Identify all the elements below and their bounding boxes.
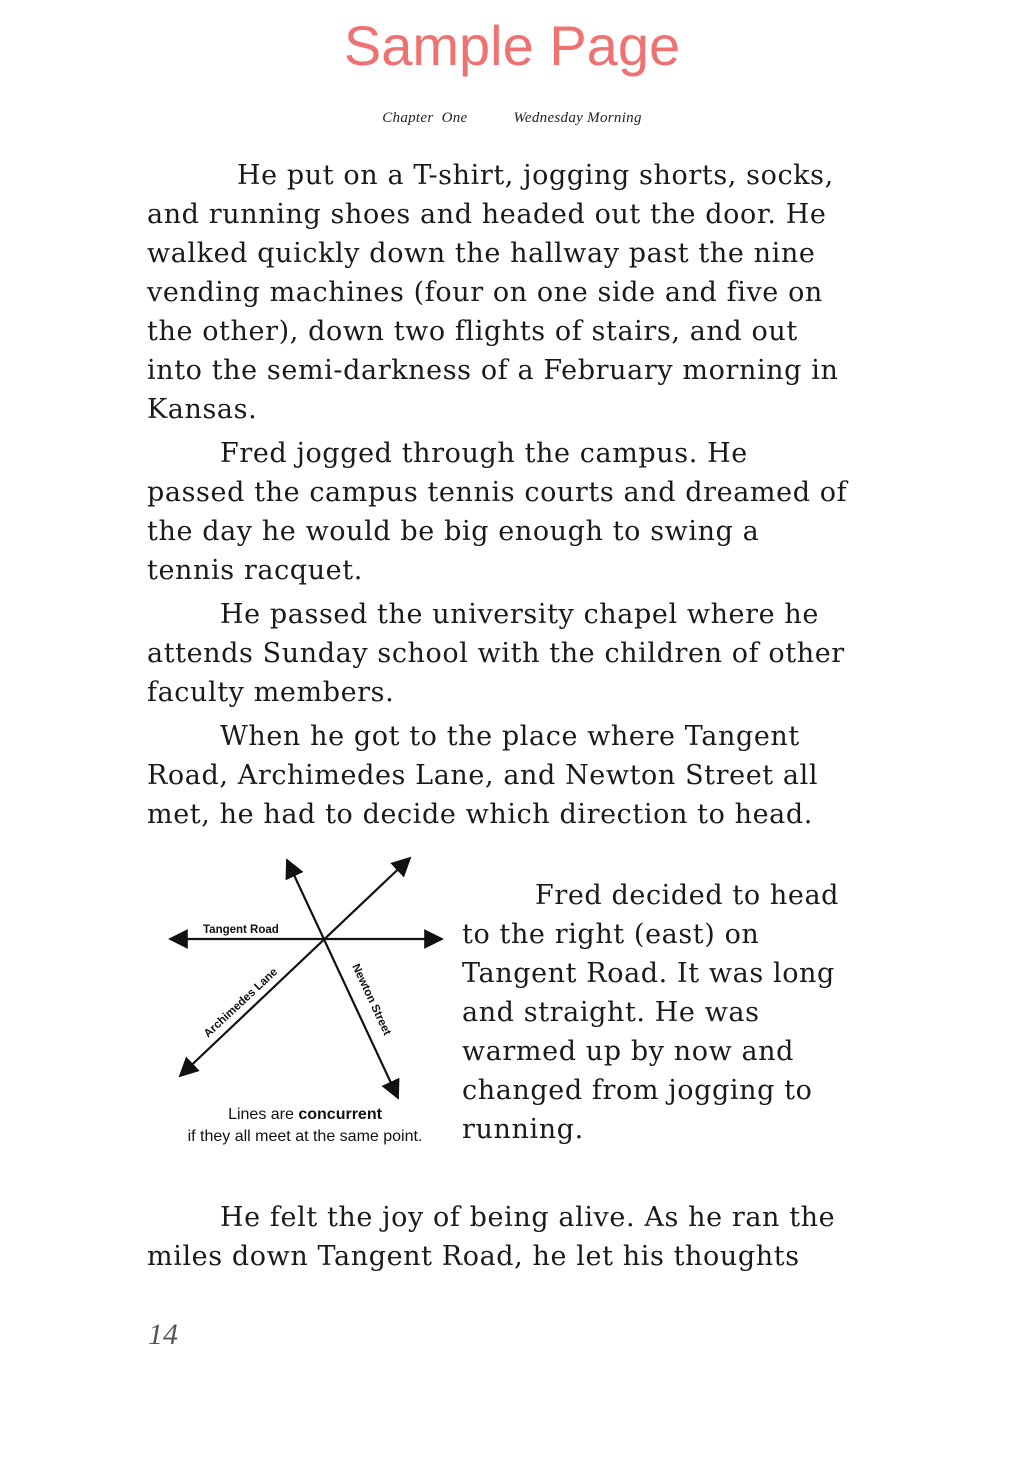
paragraph-line: met, he had to decide which direction to head. bbox=[147, 799, 813, 830]
paragraph-line: vending machines (four on one side and five on bbox=[147, 277, 823, 308]
paragraph-line: He felt the joy of being alive. As he ran the bbox=[220, 1202, 836, 1233]
paragraph-line: changed from jogging to bbox=[462, 1075, 813, 1106]
caption-line-2: if they all meet at the same point. bbox=[187, 1128, 423, 1145]
paragraph-line: running. bbox=[462, 1114, 584, 1145]
side-paragraph bbox=[462, 876, 892, 1149]
paragraph-line: He passed the university chapel where he bbox=[220, 599, 819, 630]
section-label: Wednesday Morning bbox=[513, 110, 642, 126]
paragraph-line: miles down Tangent Road, he let his thoughts bbox=[147, 1241, 800, 1272]
paragraph-line: faculty members. bbox=[147, 677, 395, 708]
chapter-label: Chapter One bbox=[382, 110, 468, 126]
paragraph-4-block bbox=[147, 717, 887, 834]
diagram-caption bbox=[155, 1104, 455, 1148]
page-number: 14 bbox=[148, 1318, 178, 1351]
paragraph-line: to the right (east) on bbox=[462, 919, 760, 950]
paragraph-line: and running shoes and headed out the door. He bbox=[147, 199, 827, 230]
paragraph-line: and straight. He was bbox=[462, 997, 760, 1028]
running-header bbox=[0, 110, 1024, 127]
body-text-main bbox=[147, 156, 887, 834]
paragraph-line: warmed up by now and bbox=[462, 1036, 795, 1067]
paragraph-line: passed the campus tennis courts and dreamed of bbox=[147, 477, 848, 508]
caption-keyword: concurrent bbox=[298, 1106, 382, 1123]
paragraph-2-block bbox=[147, 434, 887, 590]
newton-street-line bbox=[287, 860, 398, 1098]
body-text-bottom bbox=[147, 1198, 887, 1276]
archimedes-lane-line bbox=[180, 858, 410, 1076]
caption-prefix: Lines are bbox=[228, 1106, 299, 1123]
paragraph-line: the other), down two flights of stairs, and out bbox=[147, 316, 798, 347]
paragraph-line: attends Sunday school with the children of other bbox=[147, 638, 845, 669]
paragraph-line: When he got to the place where Tangent bbox=[220, 721, 800, 752]
paragraph-line: into the semi-darkness of a February morning in bbox=[147, 355, 839, 386]
paragraph-line: Road, Archimedes Lane, and Newton Street all bbox=[147, 760, 819, 791]
archimedes-lane-label: Archimedes Lane bbox=[201, 966, 281, 1041]
paragraph-line: Fred jogged through the campus. He bbox=[220, 438, 748, 469]
paragraph-line: He put on a T-shirt, jogging shorts, socks, bbox=[237, 160, 834, 191]
paragraph-line: Kansas. bbox=[147, 394, 258, 425]
sample-page-watermark: Sample Page bbox=[343, 14, 681, 77]
paragraph-line: walked quickly down the hallway past the nine bbox=[147, 238, 816, 269]
paragraph-line: Fred decided to head bbox=[535, 880, 840, 911]
paragraph-1-block bbox=[147, 156, 887, 429]
tangent-road-label: Tangent Road bbox=[203, 924, 279, 936]
paragraph-line: Tangent Road. It was long bbox=[462, 958, 835, 989]
paragraph-line: tennis racquet. bbox=[147, 555, 363, 586]
paragraph-3-block bbox=[147, 595, 887, 712]
paragraph-line: the day he would be big enough to swing a bbox=[147, 516, 760, 547]
newton-street-label: Newton Street bbox=[349, 962, 393, 1038]
